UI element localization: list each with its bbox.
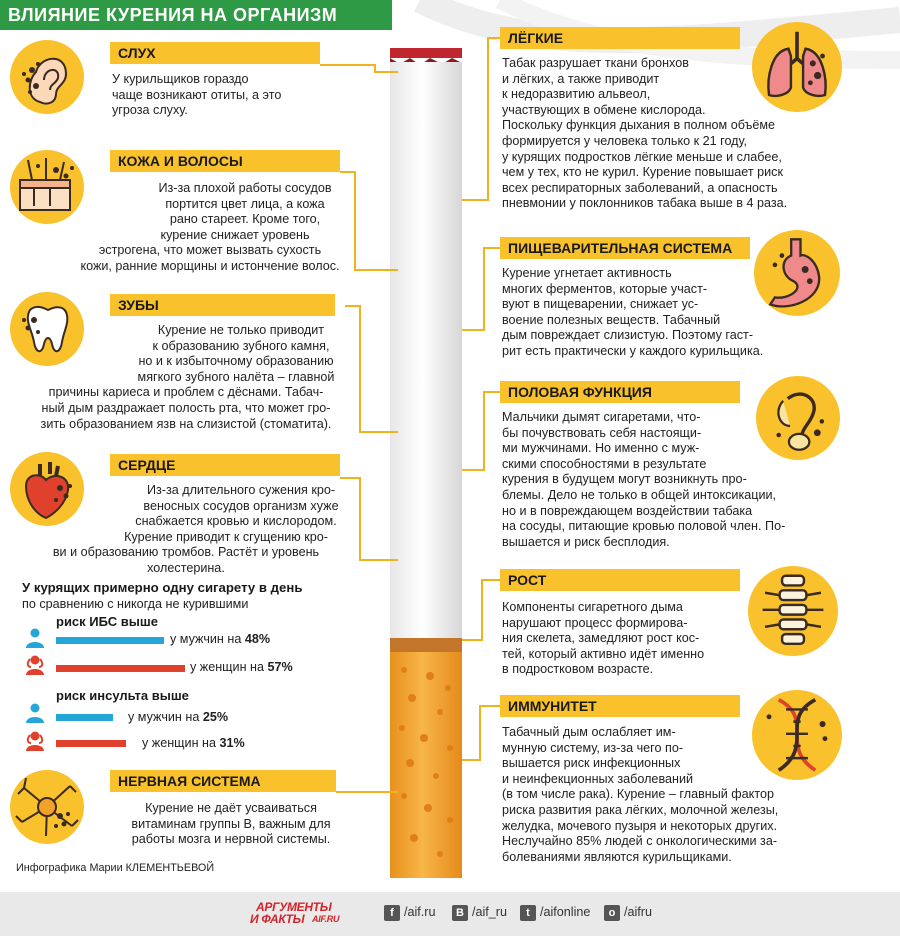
text-line: чаще возникают отиты, а это <box>112 87 282 102</box>
text-line: ви и образованию тромбов. Растёт и уровень <box>52 545 320 560</box>
text-line: рано стареет. Кроме того, <box>169 212 321 227</box>
sexual-heading: ПОЛОВАЯ ФУНКЦИЯ <box>500 381 740 403</box>
neuron-icon <box>10 770 84 844</box>
text-line: курения в будущем могут возникнуть про- <box>502 472 747 487</box>
credit: Инфографика Марии КЛЕМЕНТЬЕВОЙ <box>16 862 215 874</box>
stroke-women-text <box>142 736 245 750</box>
immunity-text <box>502 725 842 865</box>
text-line: курение снижает уровень <box>160 227 310 242</box>
text-line: Курение приводит к сгущению кро- <box>124 529 328 544</box>
social-handle: /aif_ru <box>472 905 508 919</box>
bar-caption: у мужчин на <box>128 710 200 724</box>
footer <box>0 892 900 936</box>
text-line: дым повреждает слизистую. Поэтому гаст- <box>502 328 754 343</box>
text-line: болеваниями являются курильщиками. <box>502 849 732 864</box>
text-line: ния скелета, замедляют рост кос- <box>502 631 700 646</box>
nervous-text <box>100 801 362 848</box>
text-line: но и к избыточному образованию <box>138 354 334 369</box>
man-icon <box>24 702 46 724</box>
hearing-heading: СЛУХ <box>110 42 320 64</box>
stats-subline: по сравнению с никогда не курившими <box>22 597 249 611</box>
text-line: Компоненты сигаретного дыма <box>502 600 683 614</box>
ibs-label: риск ИБС выше <box>56 614 158 629</box>
text-line: Курение не даёт усваиваться <box>145 801 317 815</box>
text-line: Из-за длительного сужения кро- <box>146 483 336 497</box>
vk-icon: В <box>452 905 468 921</box>
sexual-text <box>502 410 842 550</box>
logo-domain: AIF.RU <box>312 914 340 924</box>
text-line: риска развития рака лёгких, молочной железы, <box>502 802 779 817</box>
stroke-men-text <box>128 710 228 724</box>
text-line: желудка, мочевого пузыря и некоторых других. <box>502 818 778 833</box>
stats-headline: У курящих примерно одну сигарету в день <box>22 580 303 595</box>
immunity-heading: ИММУНИТЕТ <box>500 695 740 717</box>
teeth-text <box>10 323 362 432</box>
text-line: вуют в пищеварении, снижает ус- <box>502 297 699 312</box>
digestive-heading: ПИЩЕВАРИТЕЛЬНАЯ СИСТЕМА <box>500 237 750 259</box>
spine-icon <box>748 566 838 656</box>
hearing-text <box>112 72 352 119</box>
text-line: витаминам группы B, важным для <box>131 816 331 831</box>
nervous-heading: НЕРВНАЯ СИСТЕМА <box>110 770 336 792</box>
bar-caption: у мужчин на <box>170 632 242 646</box>
text-line: чем у тех, кто не курил. Курение повышает риск <box>502 165 783 180</box>
text-line: причины кариеса и проблем с дёснами. Табач- <box>48 385 324 400</box>
man-icon <box>24 627 46 649</box>
heart-text <box>10 483 362 577</box>
text-line: к образованию зубного камня, <box>152 338 330 353</box>
text-line: веносных сосудов организм хуже <box>143 498 339 513</box>
text-line: мунную систему, из-за чего по- <box>502 740 684 755</box>
text-line: У курильщиков гораздо <box>112 72 249 86</box>
stroke-men-bar <box>56 714 113 721</box>
text-line: Табак разрушает ткани бронхов <box>502 56 689 70</box>
text-line: Табачный дым ослабляет им- <box>502 725 676 739</box>
social-handle: /aif.ru <box>404 905 436 919</box>
bar-caption: у женщин на <box>142 736 216 750</box>
skin-text <box>54 181 366 275</box>
social-odnoklassniki-link[interactable] <box>604 903 652 921</box>
ibs-men-bar <box>56 637 164 644</box>
text-line: портится цвет лица, а кожа <box>165 196 325 211</box>
social-twitter-link[interactable] <box>520 903 590 921</box>
text-line: Из-за плохой работы сосудов <box>158 181 332 195</box>
text-line: и неинфекционных заболеваний <box>502 771 694 786</box>
text-line: работы мозга и нервной системы. <box>131 832 331 847</box>
cigarette-illustration <box>390 48 462 878</box>
text-line: на сосуды, питающие кровью половой член. По- <box>502 519 786 534</box>
digestive-text <box>502 266 842 360</box>
text-line: воение полезных веществ. Табачный <box>502 312 721 327</box>
growth-heading: РОСТ <box>500 569 740 591</box>
bar-caption: у женщин на <box>190 660 264 674</box>
text-line: вышается и риск бесплодия. <box>502 534 670 549</box>
text-line: мягкого зубного налёта – главной <box>137 369 335 384</box>
logo-line-1: АРГУМЕНТЫ <box>256 900 332 914</box>
neuron-illustration <box>10 770 84 844</box>
text-line: скими способностями в результате <box>502 456 707 471</box>
text-line: в подростковом возрасте. <box>502 662 654 677</box>
aif-logo[interactable] <box>250 900 372 928</box>
growth-text <box>502 600 752 678</box>
text-line: бы почувствовать себя настоящи- <box>502 425 702 440</box>
bar-value: 31% <box>219 736 245 750</box>
text-line: ный дым раздражает полость рта, что может гро- <box>41 400 331 415</box>
text-line: Мальчики дымят сигаретами, что- <box>502 410 701 424</box>
social-handle: /aifonline <box>540 905 591 919</box>
page-title: ВЛИЯНИЕ КУРЕНИЯ НА ОРГАНИЗМ <box>0 0 392 30</box>
odnoklassniki-icon: о <box>604 905 620 921</box>
text-line: вышается риск инфекционных <box>502 756 681 771</box>
text-line: но и в повреждающем воздействии табака <box>502 503 753 518</box>
stroke-label: риск инсульта выше <box>56 688 189 703</box>
social-handle: /aifru <box>624 905 652 919</box>
skin-heading: КОЖА И ВОЛОСЫ <box>110 150 340 172</box>
spine-illustration <box>748 566 838 656</box>
lungs-heading: ЛЁГКИЕ <box>500 27 740 49</box>
text-line: эстрогена, что может вызвать сухость <box>98 243 322 258</box>
text-line: всех респираторных заболеваний, а опасность <box>502 180 778 195</box>
ibs-women-bar <box>56 665 185 672</box>
ibs-women-text <box>190 660 293 674</box>
logo-line-2: И ФАКТЫ <box>250 912 305 926</box>
twitter-icon: t <box>520 905 536 921</box>
bar-value: 57% <box>267 660 293 674</box>
text-line: Поскольку функция дыхания в полном объёме <box>502 118 776 133</box>
text-line: тей, который активно идёт именно <box>502 646 705 661</box>
social-facebook-link[interactable] <box>384 903 436 921</box>
facebook-icon: f <box>384 905 400 921</box>
text-line: блемы. Дело не только в общей интоксикации, <box>502 487 777 502</box>
text-line: к недоразвитию альвеол, <box>502 87 651 102</box>
heart-heading: СЕРДЦЕ <box>110 454 340 476</box>
woman-icon <box>24 730 46 752</box>
text-line: рит есть практически у каждого курильщика. <box>502 343 764 358</box>
ear-illustration <box>10 40 84 114</box>
text-line: угроза слуху. <box>112 103 188 118</box>
bar-value: 48% <box>244 632 271 646</box>
text-line: кожи, ранние морщины и истончение волос. <box>80 258 340 273</box>
text-line: ми мужчинами. Но именно с муж- <box>502 441 700 456</box>
text-line: формируется у человека только к 21 году, <box>502 133 748 148</box>
text-line: и лёгких, а также приводит <box>502 71 660 86</box>
text-line: Курение угнетает активность <box>502 266 672 280</box>
text-line: (в том числе рака). Курение – главный фактор <box>502 787 774 802</box>
woman-icon <box>24 654 46 676</box>
text-line: у курящих подростков лёгкие меньше и слабее, <box>502 149 782 164</box>
stroke-women-bar <box>56 740 126 747</box>
text-line: снабжается кровью и кислородом. <box>135 514 337 529</box>
text-line: многих ферментов, которые участ- <box>502 281 708 296</box>
text-line: пневмонии у поклонников табака выше в 4 раза. <box>502 196 788 211</box>
lungs-text <box>502 56 842 212</box>
social-vk-link[interactable] <box>452 903 507 921</box>
text-line: участвующих в обмене кислорода. <box>502 102 706 117</box>
text-line: Курение не только приводит <box>157 323 325 337</box>
ibs-men-text <box>170 632 270 646</box>
text-line: нарушают процесс формирова- <box>502 615 688 630</box>
ear-icon <box>10 40 84 114</box>
text-line: холестерина. <box>147 560 225 575</box>
bar-value: 25% <box>202 710 229 724</box>
text-line: Неслучайно 85% людей с онкологическими за- <box>502 834 778 849</box>
text-line: зить образованием язв на слизистой (стоматита). <box>40 416 332 431</box>
teeth-heading: ЗУБЫ <box>110 294 335 316</box>
